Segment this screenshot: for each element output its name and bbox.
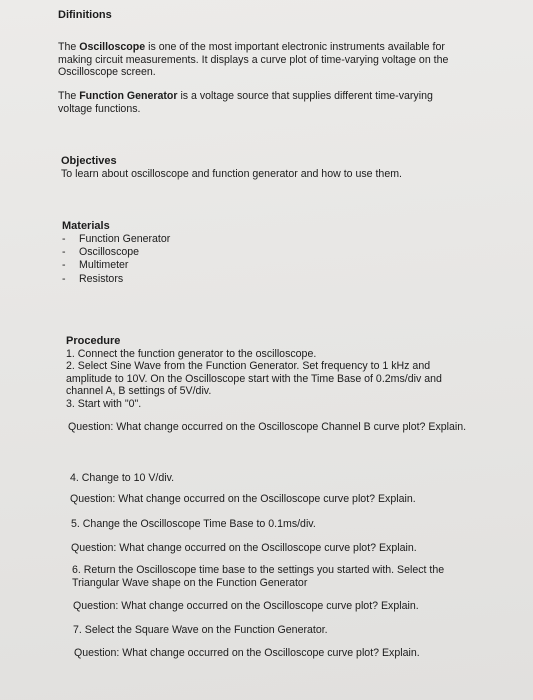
list-item: - Function Generator: [62, 233, 362, 246]
function-generator-term: Function Generator: [79, 90, 178, 102]
question-step-7: Question: What change occurred on the Oscilloscope curve plot? Explain.: [74, 647, 420, 659]
procedure-step-2: 2. Select Sine Wave from the Function Generator. Set frequency to 1 kHz and: [66, 360, 431, 373]
procedure-step-5: 5. Change the Oscilloscope Time Base to 0.1ms/div.: [71, 518, 316, 530]
text-line: Triangular Wave shape on the Function Generator: [72, 576, 308, 589]
text-line: channel A, B settings of 5V/div.: [66, 385, 212, 398]
text-line: Oscilloscope screen.: [58, 66, 156, 79]
question-step-4: Question: What change occurred on the Oscilloscope curve plot? Explain.: [70, 493, 416, 505]
objectives-title: Objectives: [61, 155, 117, 167]
procedure-step-7: 7. Select the Square Wave on the Function Generator.: [73, 624, 328, 636]
materials-list: [62, 233, 362, 287]
text-line: 6. Return the Oscilloscope time base to the settings you started with. Select the: [72, 564, 445, 576]
question-step-5: Question: What change occurred on the Oscilloscope curve plot? Explain.: [71, 542, 417, 554]
procedure-section: [66, 335, 506, 411]
procedure-step-3: 3. Start with "0".: [66, 397, 142, 410]
text-line: making circuit measurements. It displays a curve plot of time-varying voltage on the: [58, 53, 449, 66]
procedure-title: Procedure: [66, 335, 121, 347]
procedure-step-6: [72, 564, 512, 589]
objectives-text: To learn about oscilloscope and function generator and how to use them.: [61, 167, 402, 180]
text-line: voltage functions.: [58, 102, 141, 115]
oscilloscope-term: Oscilloscope: [79, 41, 146, 53]
objectives-section: [61, 155, 501, 180]
text-line: amplitude to 10V. On the Oscilloscope start with the Time Base of 0.2ms/div and: [66, 372, 442, 385]
text-segment: The: [58, 90, 80, 102]
materials-title: Materials: [62, 220, 110, 232]
oscilloscope-definition: [58, 41, 498, 79]
question-channel-b: Question: What change occurred on the Oscilloscope Channel B curve plot? Explain.: [68, 421, 467, 433]
text-segment: is one of the most important electronic instruments available for: [145, 41, 445, 53]
text-segment: The: [58, 41, 80, 53]
function-generator-definition: [58, 90, 498, 115]
text-segment: is a voltage source that supplies different time-varying: [177, 90, 433, 102]
procedure-step-4: 4. Change to 10 V/div.: [70, 472, 175, 484]
list-item: - Oscilloscope: [62, 246, 362, 259]
procedure-step-1: 1. Connect the function generator to the oscilloscope.: [66, 347, 317, 360]
question-step-6: Question: What change occurred on the Oscilloscope curve plot? Explain.: [73, 600, 419, 612]
materials-section: [62, 220, 362, 286]
list-item: - Multimeter: [62, 259, 362, 272]
list-item: - Resistors: [62, 273, 362, 286]
definitions-title: Difinitions: [58, 9, 112, 21]
